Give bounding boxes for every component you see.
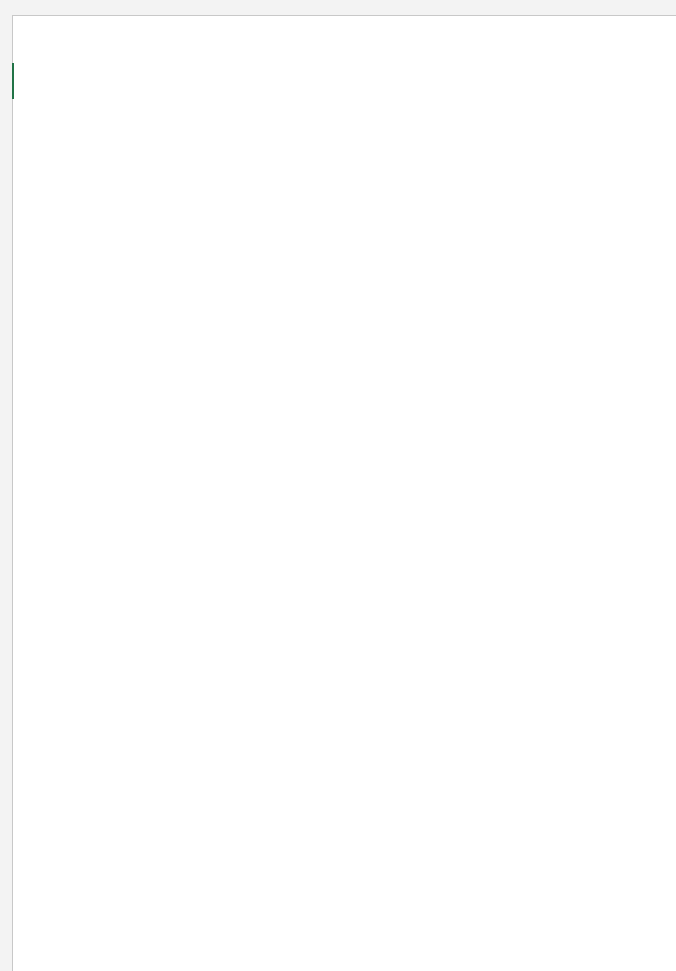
spreadsheet-grid[interactable] [12, 15, 676, 971]
column-header-bar [0, 0, 676, 16]
selected-cell-indicator [12, 63, 14, 99]
sheet-title[interactable] [12, 15, 676, 43]
